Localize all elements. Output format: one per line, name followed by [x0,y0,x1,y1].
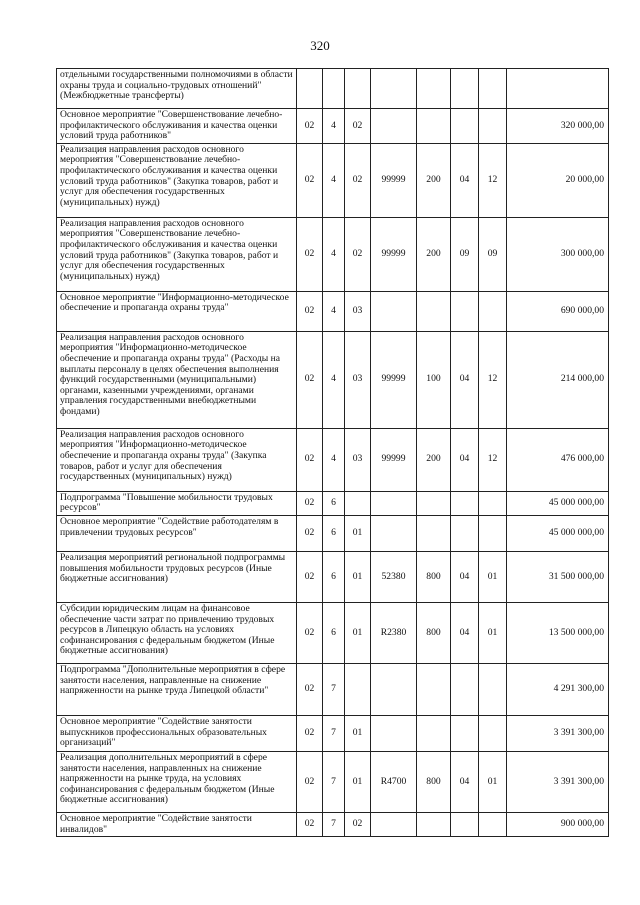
program-code-cell: 02 [297,428,323,491]
expense-type-cell [417,491,451,515]
expense-type-cell: 200 [417,143,451,217]
row-name-cell: Реализация направления расходов основного мероприятия "Информационно-методическое обеспечение и пропаганда охраны труда" (Закупка товаров, работ и услуг для обеспечения государственных (муниципальных) нужд) [57,428,297,491]
row-name-cell: Реализация мероприятий региональной подпрограммы повышения мобильности трудовых ресурсов (Иные бюджетные ассигнования) [57,551,297,602]
row-name-cell: Основное мероприятие "Содействие занятости инвалидов" [57,812,297,836]
amount-cell [507,69,609,109]
table-row [57,491,609,515]
subsection-cell [479,663,507,715]
row-name-cell: Подпрограмма "Повышение мобильности трудовых ресурсов" [57,491,297,515]
subsection-cell: 01 [479,551,507,602]
main-activity-code-cell: 02 [345,109,371,144]
program-code-cell: 02 [297,751,323,812]
amount-cell: 13 500 000,00 [507,602,609,663]
row-name-cell: Реализация направления расходов основного мероприятия "Информационно-методическое обеспечение и пропаганда охраны труда" (Расходы на выплаты персоналу в целях обеспечения выполнения функций государственными (муниципальными) органами, казенными учреждениями, органами управления государственными внебюджетными фондами) [57,331,297,428]
subprogram-code-cell: 4 [323,143,345,217]
row-name-cell: Реализация дополнительных мероприятий в сфере занятости населения, направленных на снижение напряженности на рынке труда, на условиях софинансирования с федеральным бюджетом (Иные бюджетные ассигнования) [57,751,297,812]
row-name-cell: Основное мероприятие "Содействие занятости выпускников профессиональных образовательных организаций" [57,715,297,751]
row-name-cell: Основное мероприятие "Совершенствование лечебно-профилактического обслуживания и качества оценки условий труда работников" [57,109,297,144]
amount-cell: 214 000,00 [507,331,609,428]
table-row [57,551,609,602]
table-row [57,715,609,751]
direction-code-cell: R2380 [371,602,417,663]
subsection-cell: 09 [479,217,507,291]
program-code-cell [297,69,323,109]
direction-code-cell: 52380 [371,551,417,602]
direction-code-cell [371,69,417,109]
direction-code-cell: 99999 [371,143,417,217]
budget-table [56,68,609,837]
subprogram-code-cell: 4 [323,291,345,331]
page-number: 320 [310,38,330,53]
table-row [57,291,609,331]
program-code-cell: 02 [297,715,323,751]
table-row [57,428,609,491]
subsection-cell [479,69,507,109]
direction-code-cell: 99999 [371,428,417,491]
section-cell [451,515,479,551]
section-cell [451,491,479,515]
main-activity-code-cell: 01 [345,551,371,602]
expense-type-cell: 200 [417,217,451,291]
subprogram-code-cell [323,69,345,109]
amount-cell: 690 000,00 [507,291,609,331]
expense-type-cell: 800 [417,751,451,812]
table-row [57,515,609,551]
amount-cell: 3 391 300,00 [507,715,609,751]
program-code-cell: 02 [297,291,323,331]
direction-code-cell [371,491,417,515]
section-cell: 04 [451,331,479,428]
table-row [57,331,609,428]
main-activity-code-cell [345,491,371,515]
subsection-cell [479,812,507,836]
subprogram-code-cell: 4 [323,217,345,291]
amount-cell: 320 000,00 [507,109,609,144]
program-code-cell: 02 [297,551,323,602]
section-cell: 04 [451,551,479,602]
expense-type-cell: 200 [417,428,451,491]
program-code-cell: 02 [297,491,323,515]
expense-type-cell [417,812,451,836]
expense-type-cell: 100 [417,331,451,428]
subprogram-code-cell: 4 [323,428,345,491]
subsection-cell [479,715,507,751]
row-name-cell: Реализация направления расходов основного мероприятия "Совершенствование лечебно-профилактического обслуживания и качества оценки условий труда работников" (Закупка товаров, работ и услуг для обеспечения государственных (муниципальных) нужд) [57,217,297,291]
direction-code-cell: R4700 [371,751,417,812]
main-activity-code-cell: 02 [345,812,371,836]
subsection-cell: 12 [479,143,507,217]
subprogram-code-cell: 7 [323,812,345,836]
table-row [57,217,609,291]
amount-cell: 3 391 300,00 [507,751,609,812]
subprogram-code-cell: 6 [323,551,345,602]
amount-cell: 31 500 000,00 [507,551,609,602]
table-row [57,663,609,715]
subprogram-code-cell: 7 [323,715,345,751]
section-cell: 04 [451,602,479,663]
row-name-cell: Реализация направления расходов основного мероприятия "Совершенствование лечебно-профилактического обслуживания и качества оценки условий труда работников" (Закупка товаров, работ и услуг для обеспечения государственных (муниципальных) нужд) [57,143,297,217]
row-name-cell: Основное мероприятие "Содействие работодателям в привлечении трудовых ресурсов" [57,515,297,551]
main-activity-code-cell: 01 [345,751,371,812]
expense-type-cell: 800 [417,551,451,602]
main-activity-code-cell: 02 [345,143,371,217]
program-code-cell: 02 [297,143,323,217]
amount-cell: 4 291 300,00 [507,663,609,715]
direction-code-cell [371,715,417,751]
amount-cell: 900 000,00 [507,812,609,836]
direction-code-cell [371,812,417,836]
subprogram-code-cell: 6 [323,602,345,663]
section-cell: 04 [451,428,479,491]
direction-code-cell: 99999 [371,331,417,428]
program-code-cell: 02 [297,812,323,836]
row-name-cell: Субсидии юридическим лицам на финансовое обеспечение части затрат по привлечению трудовых ресурсов в Липецкую область на условиях софинансирования с федеральным бюджетом (Иные бюджетные ассигнования) [57,602,297,663]
table-row [57,69,609,109]
section-cell [451,663,479,715]
section-cell: 09 [451,217,479,291]
main-activity-code-cell: 02 [345,217,371,291]
amount-cell: 476 000,00 [507,428,609,491]
subsection-cell: 12 [479,331,507,428]
subsection-cell: 12 [479,428,507,491]
table-row [57,602,609,663]
program-code-cell: 02 [297,331,323,428]
subprogram-code-cell: 4 [323,331,345,428]
row-name-cell: Подпрограмма "Дополнительные мероприятия в сфере занятости населения, направленные на снижение напряженности на рынке труда Липецкой области" [57,663,297,715]
row-name-cell: отдельными государственными полномочиями в области охраны труда и социально-трудовых отношений" (Межбюджетные трансферты) [57,69,297,109]
amount-cell: 45 000 000,00 [507,515,609,551]
subprogram-code-cell: 6 [323,491,345,515]
main-activity-code-cell: 01 [345,602,371,663]
direction-code-cell [371,515,417,551]
amount-cell: 20 000,00 [507,143,609,217]
program-code-cell: 02 [297,602,323,663]
subprogram-code-cell: 7 [323,663,345,715]
section-cell: 04 [451,751,479,812]
subprogram-code-cell: 4 [323,109,345,144]
subprogram-code-cell: 7 [323,751,345,812]
program-code-cell: 02 [297,663,323,715]
main-activity-code-cell: 03 [345,428,371,491]
program-code-cell: 02 [297,217,323,291]
direction-code-cell [371,291,417,331]
expense-type-cell: 800 [417,602,451,663]
direction-code-cell [371,109,417,144]
main-activity-code-cell [345,69,371,109]
main-activity-code-cell: 03 [345,291,371,331]
section-cell [451,109,479,144]
expense-type-cell [417,663,451,715]
table-row [57,812,609,836]
expense-type-cell [417,515,451,551]
subsection-cell: 01 [479,602,507,663]
section-cell [451,812,479,836]
subsection-cell [479,291,507,331]
main-activity-code-cell: 01 [345,715,371,751]
subsection-cell [479,491,507,515]
subprogram-code-cell: 6 [323,515,345,551]
program-code-cell: 02 [297,109,323,144]
expense-type-cell [417,715,451,751]
main-activity-code-cell: 01 [345,515,371,551]
direction-code-cell [371,663,417,715]
amount-cell: 45 000 000,00 [507,491,609,515]
section-cell [451,291,479,331]
subsection-cell [479,515,507,551]
subsection-cell: 01 [479,751,507,812]
expense-type-cell [417,109,451,144]
subsection-cell [479,109,507,144]
table-row [57,751,609,812]
section-cell: 04 [451,143,479,217]
direction-code-cell: 99999 [371,217,417,291]
section-cell [451,69,479,109]
section-cell [451,715,479,751]
table-row [57,143,609,217]
main-activity-code-cell: 03 [345,331,371,428]
row-name-cell: Основное мероприятие "Информационно-методическое обеспечение и пропаганда охраны труда" [57,291,297,331]
amount-cell: 300 000,00 [507,217,609,291]
table-row [57,109,609,144]
expense-type-cell [417,291,451,331]
expense-type-cell [417,69,451,109]
main-activity-code-cell [345,663,371,715]
program-code-cell: 02 [297,515,323,551]
